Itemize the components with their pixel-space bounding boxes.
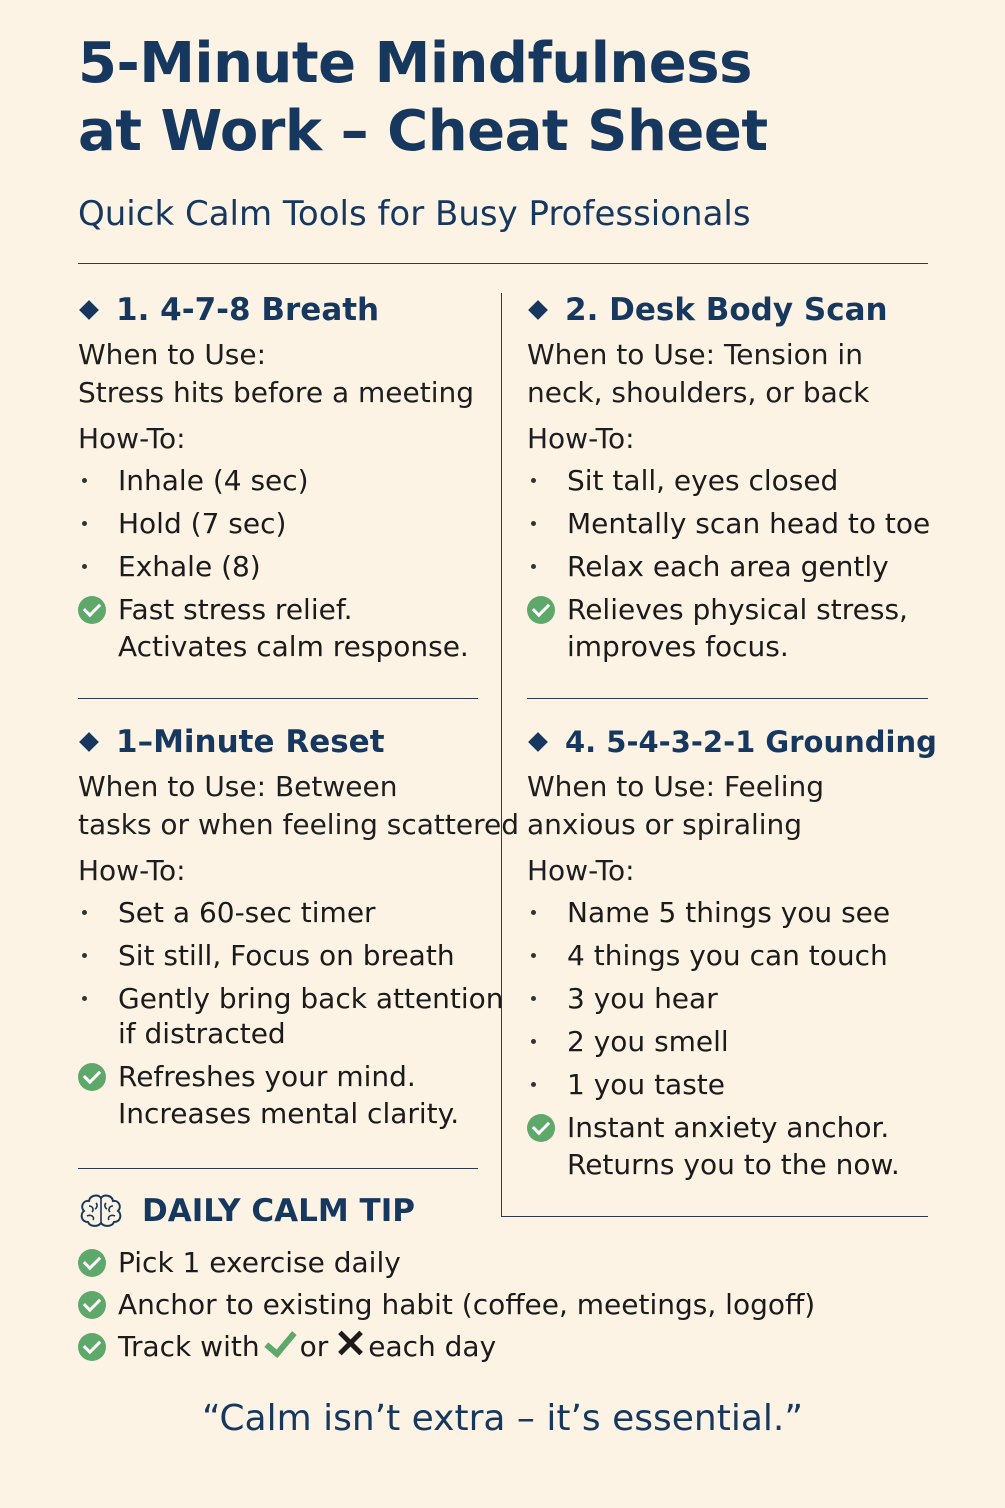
bullet-icon <box>531 564 536 569</box>
bullet-icon <box>531 1039 536 1044</box>
section-reset <box>78 722 519 1132</box>
section-title: 1. 4-7-8 Breath <box>116 292 380 328</box>
section-heading <box>527 290 947 330</box>
benefit-line-2: Returns you to the now. <box>567 1148 900 1181</box>
right-divider-1 <box>527 698 928 699</box>
section-heading <box>78 290 498 330</box>
benefit <box>527 591 947 665</box>
benefit-line-2: Increases mental clarity. <box>118 1097 460 1130</box>
bullet-icon <box>531 478 536 483</box>
benefit-line-1: Refreshes your mind. <box>118 1060 416 1093</box>
benefit-line-2: improves focus. <box>567 630 789 663</box>
check-circle-icon <box>527 596 555 624</box>
when-line-1: When to Use: Tension in <box>527 338 863 371</box>
diamond-icon <box>528 300 548 320</box>
check-circle-icon <box>527 1114 555 1142</box>
list-item: Sit tall, eyes closed <box>527 462 947 499</box>
bullet-icon <box>82 953 87 958</box>
check-circle-icon <box>78 596 106 624</box>
benefit <box>78 1058 498 1132</box>
steps-list <box>527 894 947 1103</box>
diamond-icon <box>528 732 548 752</box>
benefit-line-1: Relieves physical stress, <box>567 593 908 626</box>
bullet-icon <box>82 910 87 915</box>
when-line-1: When to Use: Between <box>78 770 398 803</box>
benefit-line-1: Instant anxiety anchor. <box>567 1111 890 1144</box>
closing-quote: “Calm isn’t extra – it’s essential.” <box>202 1398 803 1439</box>
list-item: 4 things you can touch <box>527 937 947 974</box>
section-grounding <box>527 722 947 1183</box>
check-circle-icon <box>78 1291 106 1319</box>
check-circle-icon <box>78 1063 106 1091</box>
page-subtitle: Quick Calm Tools for Busy Professionals <box>78 194 751 234</box>
howto-label: How-To: <box>78 854 186 887</box>
section-title: 2. Desk Body Scan <box>565 292 888 328</box>
left-divider-1 <box>78 698 478 699</box>
right-divider-2 <box>501 1216 928 1217</box>
list-item: Exhale (8) <box>78 548 498 585</box>
tip-item: Pick 1 exercise daily <box>78 1244 815 1286</box>
list-item: 2 you smell <box>527 1023 947 1060</box>
tip-title: DAILY CALM TIP <box>142 1193 415 1229</box>
cross-icon <box>336 1328 364 1358</box>
diamond-icon <box>79 300 99 320</box>
left-divider-2 <box>78 1168 478 1169</box>
section-heading <box>78 722 498 762</box>
benefit <box>78 591 498 665</box>
tip-heading <box>78 1192 415 1230</box>
list-item-continuation: if distracted <box>118 1017 286 1050</box>
header-divider <box>78 263 928 264</box>
steps-list <box>78 894 504 1052</box>
check-circle-icon <box>78 1333 106 1361</box>
list-item: 3 you hear <box>527 980 947 1017</box>
howto-label: How-To: <box>527 854 635 887</box>
when-line-2: anxious or spiraling <box>527 808 803 841</box>
list-item: Gently bring back attention <box>78 980 498 1017</box>
page-title <box>78 30 958 166</box>
list-item: Sit still, Focus on breath <box>78 937 498 974</box>
when-line-1: When to Use: <box>78 338 267 371</box>
bullet-icon <box>531 996 536 1001</box>
checkmark-icon <box>262 1328 294 1358</box>
when-line-2: Stress hits before a meeting <box>78 376 475 409</box>
section-body-scan <box>527 290 947 665</box>
tip-list <box>78 1244 815 1370</box>
list-item: Name 5 things you see <box>527 894 947 931</box>
when-line-1: When to Use: Feeling <box>527 770 825 803</box>
tip-item-track: Track with or each day <box>78 1328 815 1370</box>
list-item: Inhale (4 sec) <box>78 462 498 499</box>
bullet-icon <box>531 521 536 526</box>
list-item: Set a 60-sec timer <box>78 894 498 931</box>
section-title: 4. 5-4-3-2-1 Grounding <box>565 725 937 759</box>
diamond-icon <box>79 732 99 752</box>
section-heading <box>527 722 947 762</box>
benefit-line-2: Activates calm response. <box>118 630 469 663</box>
bullet-icon <box>531 910 536 915</box>
section-breath <box>78 290 498 665</box>
title-line-2: at Work – Cheat Sheet <box>78 99 768 164</box>
list-item: Hold (7 sec) <box>78 505 498 542</box>
bullet-icon <box>531 1082 536 1087</box>
bullet-icon <box>82 564 87 569</box>
steps-list <box>527 462 947 585</box>
steps-list <box>78 462 498 585</box>
benefit <box>527 1109 947 1183</box>
howto-label: How-To: <box>78 422 186 455</box>
bullet-icon <box>531 953 536 958</box>
bullet-icon <box>82 478 87 483</box>
when-line-2: tasks or when feeling scattered <box>78 808 519 841</box>
brain-icon <box>78 1192 124 1230</box>
list-item: 1 you taste <box>527 1066 947 1103</box>
benefit-line-1: Fast stress relief. <box>118 593 353 626</box>
bullet-icon <box>82 996 87 1001</box>
list-item: Relax each area gently <box>527 548 947 585</box>
list-item: Mentally scan head to toe <box>527 505 947 542</box>
title-line-1: 5-Minute Mindfulness <box>78 31 752 96</box>
when-line-2: neck, shoulders, or back <box>527 376 870 409</box>
howto-label: How-To: <box>527 422 635 455</box>
check-circle-icon <box>78 1249 106 1277</box>
column-divider <box>501 293 502 1217</box>
tip-item: Anchor to existing habit (coffee, meetings, logoff) <box>78 1286 815 1328</box>
bullet-icon <box>82 521 87 526</box>
section-title: 1–Minute Reset <box>116 724 385 760</box>
